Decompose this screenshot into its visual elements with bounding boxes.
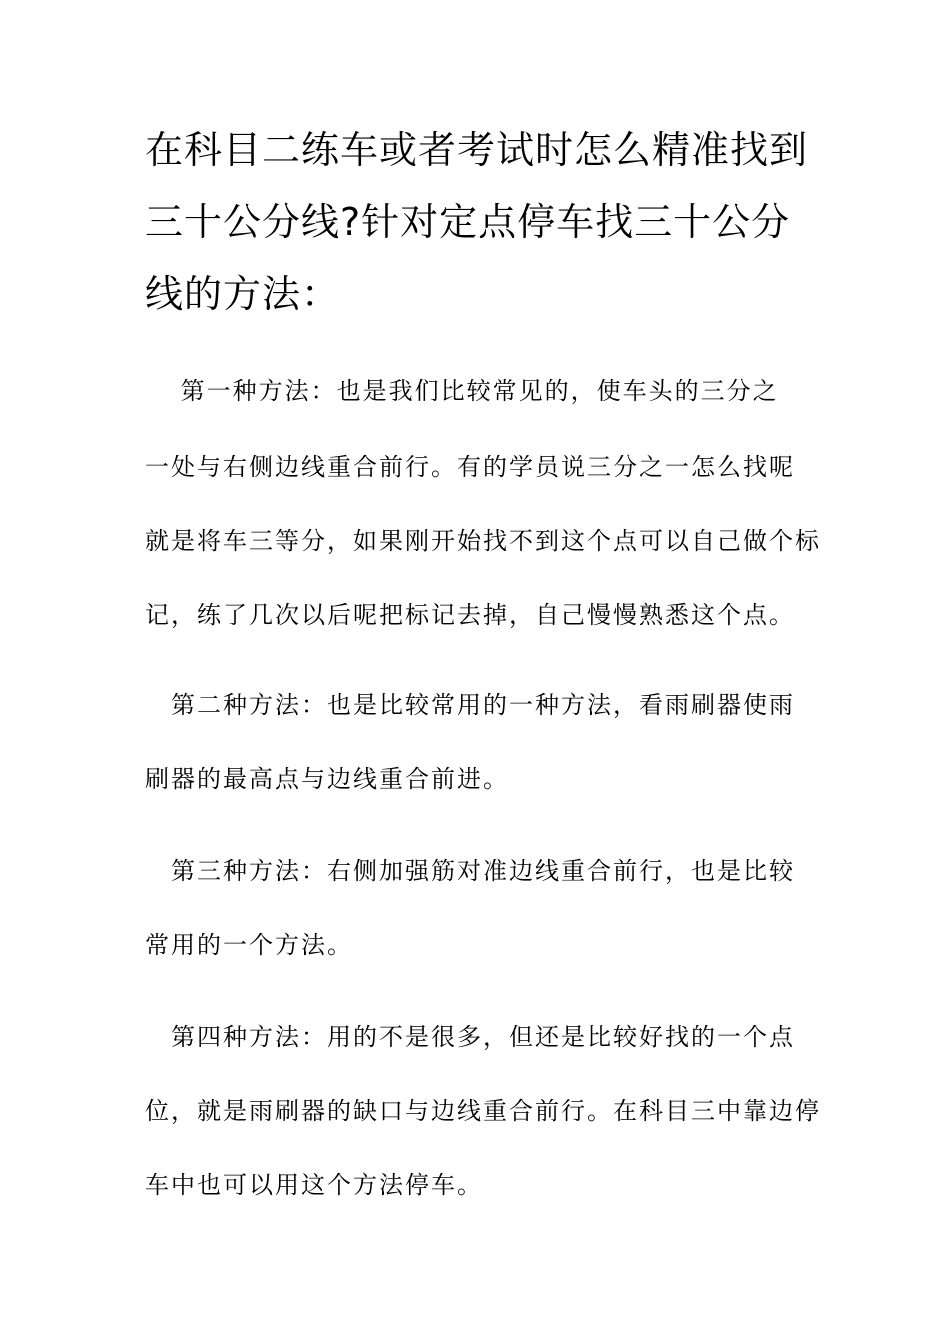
document-title-line-2: 三十公分线?针对定点停车找三十公分	[145, 200, 791, 244]
paragraph-1-line-3: 就是将车三等分，如果刚开始找不到这个点可以自己做个标	[145, 527, 821, 555]
paragraph-1-line-4: 记，练了几次以后呢把标记去掉，自己慢慢熟悉这个点。	[145, 601, 795, 629]
document-title-line-1: 在科目二练车或者考试时怎么精准找到	[145, 128, 809, 172]
paragraph-3-line-1: 第三种方法：右侧加强筋对准边线重合前行，也是比较	[145, 857, 795, 885]
paragraph-2-line-1: 第二种方法：也是比较常用的一种方法，看雨刷器使雨	[145, 691, 795, 719]
paragraph-2-line-2: 刷器的最高点与边线重合前进。	[145, 765, 509, 793]
document-title-line-3: 线的方法：	[145, 272, 341, 316]
paragraph-4-line-2: 位，就是雨刷器的缺口与边线重合前行。在科目三中靠边停	[145, 1097, 821, 1125]
paragraph-4-line-1: 第四种方法：用的不是很多，但还是比较好找的一个点	[145, 1023, 795, 1051]
paragraph-1-line-1: 第一种方法：也是我们比较常见的，使车头的三分之	[145, 377, 779, 405]
paragraph-4-line-3: 车中也可以用这个方法停车。	[145, 1171, 483, 1199]
paragraph-3-line-2: 常用的一个方法。	[145, 931, 353, 959]
paragraph-1-line-2: 一处与右侧边线重合前行。有的学员说三分之一怎么找呢	[145, 453, 795, 481]
